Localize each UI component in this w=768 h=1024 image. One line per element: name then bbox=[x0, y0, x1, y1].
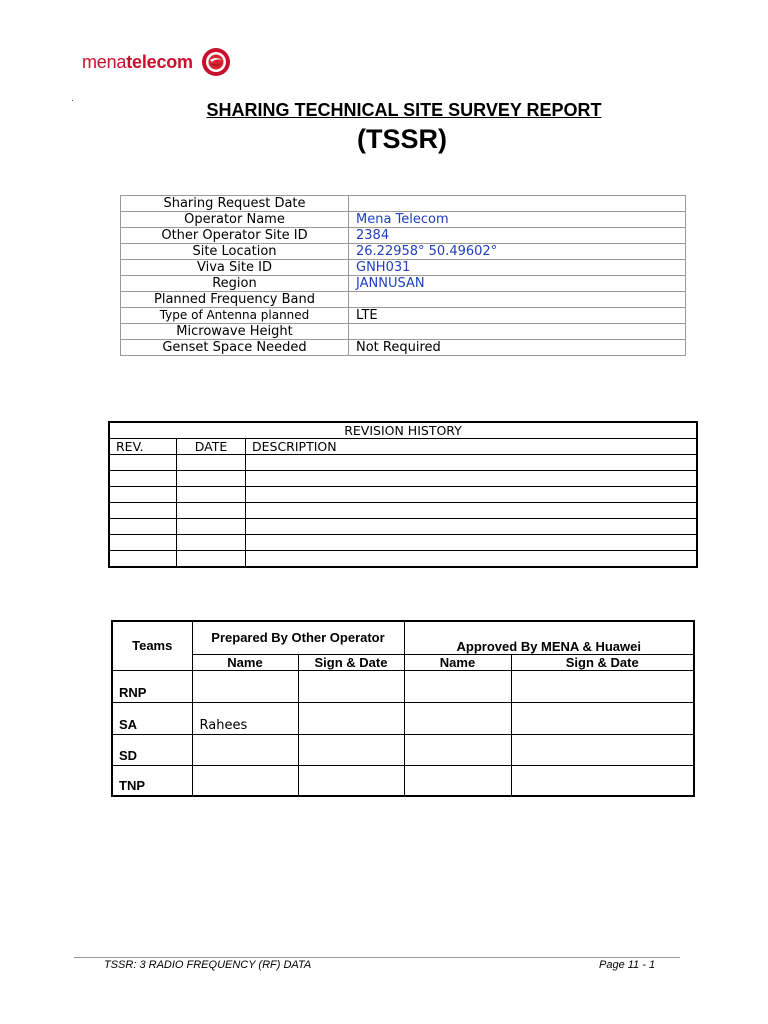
table-row bbox=[121, 324, 686, 340]
column-header-rev: REV. bbox=[109, 439, 177, 455]
table-row bbox=[112, 670, 694, 702]
table-row bbox=[109, 487, 697, 503]
table-row bbox=[121, 244, 686, 260]
info-label: Other Operator Site ID bbox=[121, 228, 349, 244]
info-label: Microwave Height bbox=[121, 324, 349, 340]
info-label: Site Location bbox=[121, 244, 349, 260]
info-label: Viva Site ID bbox=[121, 260, 349, 276]
prep-name-cell[interactable] bbox=[192, 765, 298, 796]
info-value bbox=[349, 324, 686, 340]
prep-name-cell[interactable] bbox=[192, 734, 298, 765]
info-label: Genset Space Needed bbox=[121, 340, 349, 356]
prep-name-cell[interactable] bbox=[192, 670, 298, 702]
table-row bbox=[121, 276, 686, 292]
menatelecom-logo-icon bbox=[201, 47, 231, 77]
info-label: Operator Name bbox=[121, 212, 349, 228]
approved-by-header: Approved By MENA & Huawei bbox=[404, 621, 694, 654]
appr-name-cell[interactable] bbox=[404, 765, 511, 796]
date-cell[interactable] bbox=[177, 551, 246, 568]
column-header-date: DATE bbox=[177, 439, 246, 455]
rev-cell[interactable] bbox=[109, 503, 177, 519]
description-cell[interactable] bbox=[246, 455, 698, 471]
info-label: Type of Antenna planned bbox=[121, 308, 349, 324]
info-value bbox=[349, 196, 686, 212]
description-cell[interactable] bbox=[246, 535, 698, 551]
team-name: SD bbox=[112, 734, 192, 765]
table-row bbox=[121, 196, 686, 212]
table-row bbox=[121, 340, 686, 356]
date-cell[interactable] bbox=[177, 519, 246, 535]
table-row bbox=[121, 212, 686, 228]
logo-text bbox=[82, 52, 193, 73]
table-row bbox=[121, 260, 686, 276]
prep-sign-cell[interactable] bbox=[298, 702, 404, 734]
description-cell[interactable] bbox=[246, 519, 698, 535]
table-row bbox=[112, 734, 694, 765]
info-label: Sharing Request Date bbox=[121, 196, 349, 212]
table-row bbox=[109, 535, 697, 551]
info-value: LTE bbox=[349, 308, 686, 324]
appr-name-cell[interactable] bbox=[404, 702, 511, 734]
prepared-by-header: Prepared By Other Operator bbox=[192, 621, 404, 654]
report-subtitle: (TSSR) bbox=[357, 124, 447, 154]
info-value: 26.22958° 50.49602° bbox=[349, 244, 686, 260]
prep-sign-cell[interactable] bbox=[298, 734, 404, 765]
table-row bbox=[109, 455, 697, 471]
info-label: Region bbox=[121, 276, 349, 292]
date-cell[interactable] bbox=[177, 535, 246, 551]
rev-cell[interactable] bbox=[109, 551, 177, 568]
appr-sign-cell[interactable] bbox=[511, 702, 694, 734]
table-row bbox=[112, 765, 694, 796]
info-value: JANNUSAN bbox=[349, 276, 686, 292]
description-cell[interactable] bbox=[246, 551, 698, 568]
date-cell[interactable] bbox=[177, 503, 246, 519]
prep-sign-cell[interactable] bbox=[298, 670, 404, 702]
approval-table bbox=[111, 620, 695, 797]
table-row bbox=[109, 422, 697, 439]
info-label: Planned Frequency Band bbox=[121, 292, 349, 308]
column-header-description: DESCRIPTION bbox=[246, 439, 698, 455]
table-row bbox=[109, 439, 697, 455]
rev-cell[interactable] bbox=[109, 455, 177, 471]
team-name: RNP bbox=[112, 670, 192, 702]
prep-name-cell[interactable]: Rahees bbox=[192, 702, 298, 734]
rev-cell[interactable] bbox=[109, 519, 177, 535]
appr-sign-cell[interactable] bbox=[511, 734, 694, 765]
description-cell[interactable] bbox=[246, 503, 698, 519]
info-value: GNH031 bbox=[349, 260, 686, 276]
description-cell[interactable] bbox=[246, 471, 698, 487]
table-row bbox=[109, 551, 697, 568]
appr-sign-cell[interactable] bbox=[511, 670, 694, 702]
date-cell[interactable] bbox=[177, 487, 246, 503]
team-name: SA bbox=[112, 702, 192, 734]
info-value bbox=[349, 292, 686, 308]
table-row bbox=[112, 621, 694, 654]
table-row bbox=[121, 292, 686, 308]
info-value: Mena Telecom bbox=[349, 212, 686, 228]
column-header-prep-sign: Sign & Date bbox=[298, 654, 404, 670]
table-row bbox=[109, 471, 697, 487]
column-header-appr-name: Name bbox=[404, 654, 511, 670]
rev-cell[interactable] bbox=[109, 535, 177, 551]
site-info-table bbox=[120, 195, 686, 356]
logo-text-telecom: telecom bbox=[126, 51, 193, 72]
revision-history-table bbox=[108, 421, 698, 568]
table-row bbox=[109, 503, 697, 519]
rev-cell[interactable] bbox=[109, 471, 177, 487]
team-name: TNP bbox=[112, 765, 192, 796]
footer-divider bbox=[74, 957, 680, 958]
table-row bbox=[109, 519, 697, 535]
report-title: SHARING TECHNICAL SITE SURVEY REPORT bbox=[206, 100, 602, 120]
company-logo bbox=[82, 46, 231, 78]
info-value: Not Required bbox=[349, 340, 686, 356]
table-row bbox=[121, 308, 686, 324]
description-cell[interactable] bbox=[246, 487, 698, 503]
column-header-prep-name: Name bbox=[192, 654, 298, 670]
footer-section-title: TSSR: 3 RADIO FREQUENCY (RF) DATA bbox=[104, 959, 312, 971]
rev-cell[interactable] bbox=[109, 487, 177, 503]
appr-name-cell[interactable] bbox=[404, 670, 511, 702]
footer-page-number: Page 11 - 1 bbox=[599, 959, 656, 971]
logo-text-mena: mena bbox=[82, 51, 127, 72]
date-cell[interactable] bbox=[177, 455, 246, 471]
table-row bbox=[112, 654, 694, 670]
date-cell[interactable] bbox=[177, 471, 246, 487]
appr-sign-cell[interactable] bbox=[511, 765, 694, 796]
column-header-appr-sign: Sign & Date bbox=[511, 654, 694, 670]
table-row bbox=[121, 228, 686, 244]
revision-history-title: REVISION HISTORY bbox=[109, 422, 697, 439]
info-value: 2384 bbox=[349, 228, 686, 244]
prep-sign-cell[interactable] bbox=[298, 765, 404, 796]
appr-name-cell[interactable] bbox=[404, 734, 511, 765]
table-row bbox=[112, 702, 694, 734]
teams-header: Teams bbox=[112, 621, 192, 670]
